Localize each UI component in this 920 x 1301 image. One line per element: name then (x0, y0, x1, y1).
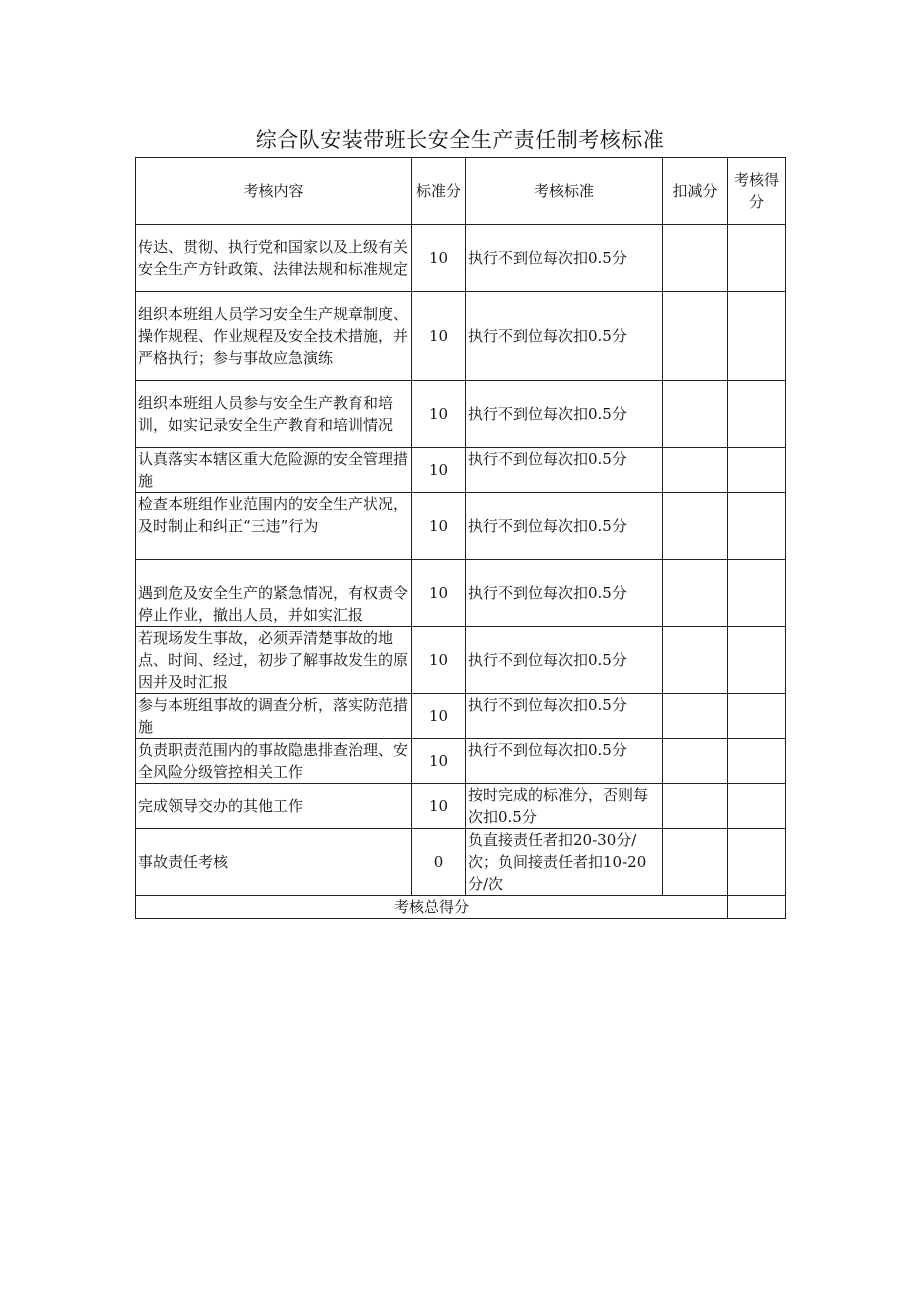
row-deduct (663, 829, 728, 896)
row-deduct (663, 225, 728, 292)
total-value (728, 896, 786, 919)
row-score: 10 (412, 739, 466, 784)
row-content: 检查本班组作业范围内的安全生产状况，及时制止和纠正“三违”行为 (136, 493, 412, 560)
row-score: 10 (412, 493, 466, 560)
row-content: 组织本班组人员参与安全生产教育和培训，如实记录安全生产教育和培训情况 (136, 381, 412, 448)
header-score: 标准分 (412, 158, 466, 225)
row-result (728, 381, 786, 448)
table-header-row (136, 158, 786, 225)
row-deduct (663, 784, 728, 829)
table-row (136, 448, 786, 493)
table-row (136, 829, 786, 896)
row-standard: 执行不到位每次扣0.5分 (466, 560, 663, 627)
row-result (728, 493, 786, 560)
row-standard: 执行不到位每次扣0.5分 (466, 381, 663, 448)
row-score: 10 (412, 225, 466, 292)
table-row (136, 225, 786, 292)
total-row (136, 896, 786, 919)
row-deduct (663, 493, 728, 560)
row-content: 认真落实本辖区重大危险源的安全管理措施 (136, 448, 412, 493)
table-row (136, 627, 786, 694)
row-content: 完成领导交办的其他工作 (136, 784, 412, 829)
header-standard: 考核标准 (466, 158, 663, 225)
row-result (728, 784, 786, 829)
row-deduct (663, 560, 728, 627)
row-score: 10 (412, 560, 466, 627)
header-content: 考核内容 (136, 158, 412, 225)
row-score: 10 (412, 627, 466, 694)
row-standard: 执行不到位每次扣0.5分 (466, 448, 663, 493)
table-row (136, 739, 786, 784)
header-result: 考核得分 (728, 158, 786, 225)
row-deduct (663, 627, 728, 694)
row-score: 10 (412, 784, 466, 829)
row-result (728, 292, 786, 381)
total-label: 考核总得分 (136, 896, 728, 919)
row-deduct (663, 694, 728, 739)
header-deduct: 扣减分 (663, 158, 728, 225)
row-result (728, 560, 786, 627)
row-result (728, 225, 786, 292)
table-row (136, 560, 786, 627)
assessment-table (135, 157, 786, 919)
row-score: 10 (412, 448, 466, 493)
row-result (728, 448, 786, 493)
row-deduct (663, 448, 728, 493)
row-content: 传达、贯彻、执行党和国家以及上级有关安全生产方针政策、法律法规和标准规定 (136, 225, 412, 292)
row-content: 负责职责范围内的事故隐患排查治理、安全风险分级管控相关工作 (136, 739, 412, 784)
row-result (728, 739, 786, 784)
row-content: 遇到危及安全生产的紧急情况，有权责令停止作业，撤出人员，并如实汇报 (136, 560, 412, 627)
row-content: 组织本班组人员学习安全生产规章制度、操作规程、作业规程及安全技术措施，并严格执行；参与事故应急演练 (136, 292, 412, 381)
row-content: 事故责任考核 (136, 829, 412, 896)
row-standard: 执行不到位每次扣0.5分 (466, 694, 663, 739)
table-row (136, 493, 786, 560)
row-score: 10 (412, 292, 466, 381)
row-deduct (663, 739, 728, 784)
row-content: 若现场发生事故，必须弄清楚事故的地点、时间、经过，初步了解事故发生的原因并及时汇报 (136, 627, 412, 694)
row-result (728, 829, 786, 896)
table-row (136, 784, 786, 829)
table-row (136, 694, 786, 739)
row-score: 0 (412, 829, 466, 896)
row-standard: 按时完成的标准分，否则每次扣0.5分 (466, 784, 663, 829)
row-deduct (663, 292, 728, 381)
row-standard: 负直接责任者扣20-30分/次；负间接责任者扣10-20分/次 (466, 829, 663, 896)
row-score: 10 (412, 381, 466, 448)
table-row (136, 292, 786, 381)
table-row (136, 381, 786, 448)
row-standard: 执行不到位每次扣0.5分 (466, 739, 663, 784)
row-standard: 执行不到位每次扣0.5分 (466, 493, 663, 560)
row-standard: 执行不到位每次扣0.5分 (466, 225, 663, 292)
row-deduct (663, 381, 728, 448)
row-result (728, 627, 786, 694)
page-title: 综合队安装带班长安全生产责任制考核标准 (255, 128, 665, 152)
row-standard: 执行不到位每次扣0.5分 (466, 627, 663, 694)
row-result (728, 694, 786, 739)
row-content: 参与本班组事故的调查分析，落实防范措施 (136, 694, 412, 739)
row-standard: 执行不到位每次扣0.5分 (466, 292, 663, 381)
row-score: 10 (412, 694, 466, 739)
